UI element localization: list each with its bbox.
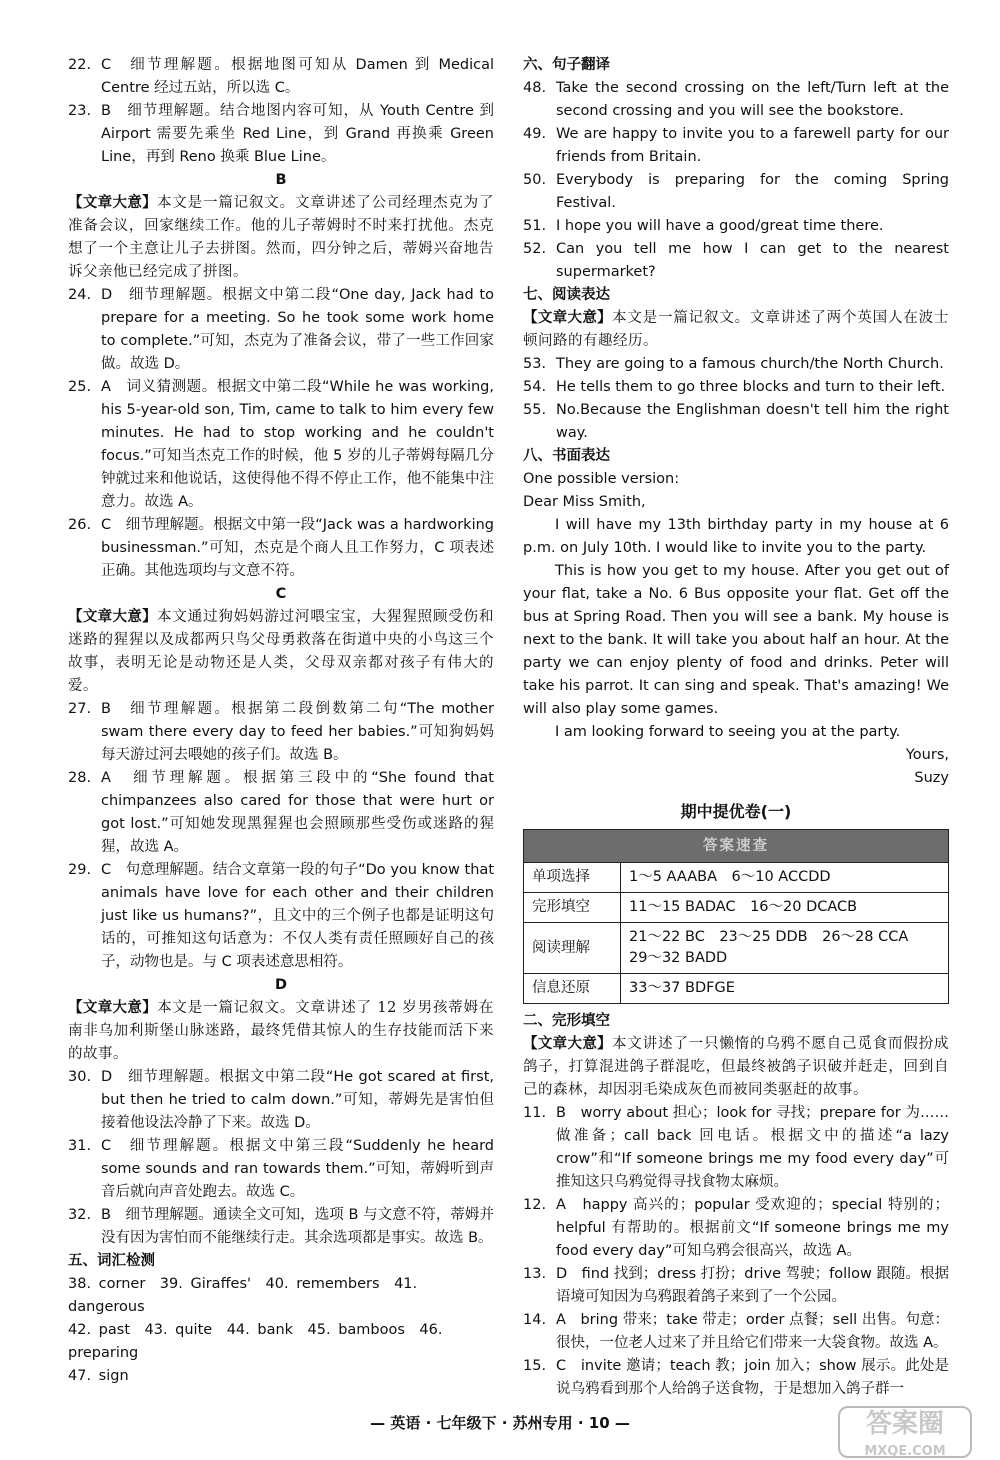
item-number: 27. [68,701,92,717]
item-number: 25. [68,379,92,395]
item-text: Can you tell me how I can get to the nearest supermarket? [556,241,949,280]
item-number: 23. [68,103,92,119]
left-column [68,54,494,1388]
summary-paragraph [523,307,949,353]
item-number: 11. [523,1105,547,1121]
answer-item [523,215,949,238]
item-text: A bring 带来；take 带走；order 点餐；sell 出售。句意：很快，一位老人过来了并且给它们带来一大袋食物。故选 A。 [556,1312,949,1351]
answer-item [68,1066,494,1135]
item-text: D find 找到；dress 打扮；drive 驾驶；follow 跟随。根据语境可知因为乌鸦跟着鸽子来到了一个公园。 [556,1266,949,1305]
answer-item [68,514,494,583]
answer-item [523,77,949,123]
item-text: A 词义猜测题。根据文中第二段“While he was working, his 5-year-old son, Tim, came to talk to him every few minutes. He had to stop working and he couldn't focus.”可知当杰克工作的时候，他 5 岁的儿子蒂姆每隔几分钟就过来和他说话，这使得他不得不停止工作，他不能集中注意力。故选 A。 [101,379,494,510]
table-row: 完形填空 11～15 BADAC 16～20 DCACB [524,893,949,923]
section-heading: 二、完形填空 [523,1013,610,1029]
answer-item [68,376,494,514]
exam-title: 期中提优卷(一) [680,802,792,821]
summary-tag: 【文章大意】 [523,1036,612,1052]
item-number: 31. [68,1138,92,1154]
answer-item [68,767,494,859]
item-text: B 细节理解题。根据第二段倒数第二句“The mother swam there every day to feed her babies.”可知狗妈妈每天游过河去喂她的孩子们。故选 B。 [101,701,494,763]
answer-item [68,1204,494,1250]
item-text: They are going to a famous church/the North Church. [556,356,944,372]
item-text: C 细节理解题。根据文中第三段“Suddenly he heard some sounds and ran towards them.”可知，蒂姆听到声音后就向声音处跑去。故选 C。 [101,1138,494,1200]
item-text: D 细节理解题。根据文中第二段“One day, Jack had to prepare for a meeting. So he took some work home to complete.”可知，杰克为了准备会议，带了一些工作回家做。故选 D。 [101,287,494,372]
item-text: B worry about 担心；look for 寻找；prepare for 为……做准备；call back 回电话。根据文中的描述“a lazy crow”和“If someone brings me my food every day”可推知这只乌鸦觉得寻找食物太麻烦。 [556,1105,949,1190]
section-heading: 八、书面表达 [523,448,610,464]
item-number: 32. [68,1207,92,1223]
answer-item [523,1263,949,1309]
answer-item [523,353,949,376]
item-number: 54. [523,379,547,395]
section-heading: 五、词汇检测 [68,1253,155,1269]
item-text: C 细节理解题。根据地图可知从 Damen 到 Medical Centre 经过五站，所以选 C。 [101,57,494,96]
watermark-text: 答案圈 [865,1409,944,1439]
signature-line: Yours, [905,747,949,763]
summary-tag: 【文章大意】 [68,195,157,211]
item-number: 28. [68,770,92,786]
summary-tag: 【文章大意】 [68,609,157,625]
section-heading: 七、阅读表达 [523,287,610,303]
summary-text: 本文通过狗妈妈游过河喂宝宝，大猩猩照顾受伤和迷路的猩猩以及成都两只鸟父母勇救落在街道中央的小鸟这三个故事，表明无论是动物还是人类，父母双亲都对孩子有伟大的爱。 [68,609,494,694]
vocab-line: 42. past 43. quite 44. bank 45. bamboos 46. preparing [68,1322,443,1361]
answer-item [523,399,949,445]
summary-text: 本文讲述了一只懒惰的乌鸦不愿自己觅食而假扮成鸽子，打算混进鸽子群混吃，但最终被鸽子识破并赶走，回到自己的森林，却因羽毛染成灰色而被同类驱赶的故事。 [523,1036,949,1098]
letter-paragraph: This is how you get to my house. After you get out of your flat, take a No. 6 Bus opposite your flat. Get off the bus at Spring Road. Then you will see a bank. My house is next to the bank. It will take you about half an hour. At the party we can enjoy plenty of food and drinks. Peter will take his parrot. It can sing and speak. That's amazing! We will also play some games. [523,563,949,717]
letter-paragraph: I am looking forward to seeing you at the party. [555,724,901,740]
item-number: 26. [68,517,92,533]
summary-text: 本文是一篇记叙文。文章讲述了两个英国人在波士顿问路的有趣经历。 [523,310,949,349]
item-number: 22. [68,57,92,73]
right-column [523,54,949,1401]
vocab-line: 47. sign [68,1368,129,1384]
item-text: A happy 高兴的；popular 受欢迎的；special 特别的；helpful 有帮助的。根据前文“If someone brings me my food every day”可知乌鸦会很高兴，故选 A。 [556,1197,949,1259]
answer-item [68,859,494,974]
item-number: 15. [523,1358,547,1374]
item-text: Take the second crossing on the left/Turn left at the second crossing and you will see the bookstore. [556,80,949,119]
item-number: 55. [523,402,547,418]
letter-paragraph: I will have my 13th birthday party in my house at 6 p.m. on July 10th. I would like to invite you to the party. [523,517,949,556]
answer-item [68,100,494,169]
table-row: 阅读理解 21～22 BC 23～25 DDB 26～28 CCA 29～32 BADD [524,923,949,974]
answer-item [68,698,494,767]
summary-text: 本文是一篇记叙文。文章讲述了 12 岁男孩蒂姆在南非乌加利斯堡山脉迷路，最终凭借其惊人的生存技能而活下来的故事。 [68,1000,495,1062]
item-text: C 细节理解题。根据文中第一段“Jack was a hardworking businessman.”可知，杰克是个商人且工作努力，C 项表述正确。其他选项均与文意不符。 [101,517,494,579]
right-bottom-content [523,1010,949,1401]
section-heading: 六、句子翻译 [523,57,610,73]
item-text: Everybody is preparing for the coming Spring Festival. [556,172,949,211]
item-text: D 细节理解题。根据文中第二段“He got scared at first, but then he tried to calm down.”可知，蒂姆先是害怕但接着他设法冷静了下来。故选 D。 [101,1069,494,1131]
summary-paragraph [68,192,494,284]
item-text: I hope you will have a good/great time there. [556,218,884,234]
item-number: 49. [523,126,547,142]
answer-item [523,1355,949,1401]
answer-item [523,376,949,399]
item-text: B 细节理解题。结合地图内容可知，从 Youth Centre 到 Airport 需要先乘坐 Red Line，到 Grand 再换乘 Green Line，再到 Reno 换乘 Blue Line。 [101,103,494,165]
answer-item [523,1102,949,1194]
answer-item [523,238,949,284]
page-footer: — 英语 · 七年级下 · 苏州专用 · 10 — [370,1414,630,1432]
vocab-line: 38. corner 39. Giraffes' 40. remembers 41. dangerous [68,1276,418,1315]
item-text: A 细节理解题。根据第三段中的“She found that chimpanzees also cared for those that were hurt or got lost.”可知她发现黑猩猩也会照顾那些受伤或迷路的猩猩，故选 A。 [101,770,494,855]
answer-item [523,169,949,215]
watermark-url: MXQE.COM [864,1444,946,1459]
table-row: 单项选择 1～5 AAABA 6～10 ACCDD [524,863,949,893]
item-number: 13. [523,1266,547,1282]
answer-item [523,1309,949,1355]
passage-heading: B [275,172,287,188]
summary-paragraph [68,997,494,1066]
item-number: 12. [523,1197,547,1213]
watermark-logo [838,1406,972,1458]
item-text: C 句意理解题。结合文章第一段的句子“Do you know that animals have love for each other and their children just like us humans?”，且文中的三个例子也都是证明这句话的，可推知这句话意为：不仅人类有责任照顾好自己的孩子，动物也是。与 C 项表述意思相符。 [101,862,494,970]
answer-table [523,829,949,1004]
answer-item [68,284,494,376]
summary-paragraph [68,606,494,698]
passage-heading: D [274,977,288,993]
answer-item [523,1194,949,1263]
summary-text: 本文是一篇记叙文。文章讲述了公司经理杰克为了准备会议，回家继续工作。他的儿子蒂姆时不时来打扰他。杰克想了一个主意让儿子去拼图。然而，四分钟之后，蒂姆兴奋地告诉父亲他已经完成了拼图。 [68,195,494,280]
text-line: One possible version: [523,471,680,487]
signature-line: Suzy [914,770,949,786]
table-row: 信息还原 33～37 BDFGE [524,974,949,1004]
item-text: C invite 邀请；teach 教；join 加入；show 展示。此处是说乌鸦看到那个人给鸽子送食物，于是想加入鸽子群一 [556,1358,949,1397]
item-number: 53. [523,356,547,372]
summary-paragraph [523,1033,949,1102]
item-number: 30. [68,1069,92,1085]
item-text: B 细节理解题。通读全文可知，选项 B 与文意不符，蒂姆并没有因为害怕而不能继续行走。其余选项都是事实。故选 B。 [101,1207,494,1246]
item-number: 29. [68,862,92,878]
item-number: 50. [523,172,547,188]
answer-item [68,1135,494,1204]
answer-item [68,54,494,100]
item-number: 52. [523,241,547,257]
summary-tag: 【文章大意】 [523,310,612,326]
item-number: 24. [68,287,92,303]
right-top-content [523,54,949,790]
item-text: He tells them to go three blocks and turn to their left. [556,379,946,395]
item-text: No.Because the Englishman doesn't tell him the right way. [556,402,949,441]
item-number: 51. [523,218,547,234]
answer-table-header: 答案速查 [524,830,949,863]
item-number: 48. [523,80,547,96]
answer-item [523,123,949,169]
text-line: Dear Miss Smith, [523,494,646,510]
summary-tag: 【文章大意】 [68,1000,158,1016]
item-text: We are happy to invite you to a farewell party for our friends from Britain. [556,126,949,165]
item-number: 14. [523,1312,547,1328]
passage-heading: C [275,586,287,602]
